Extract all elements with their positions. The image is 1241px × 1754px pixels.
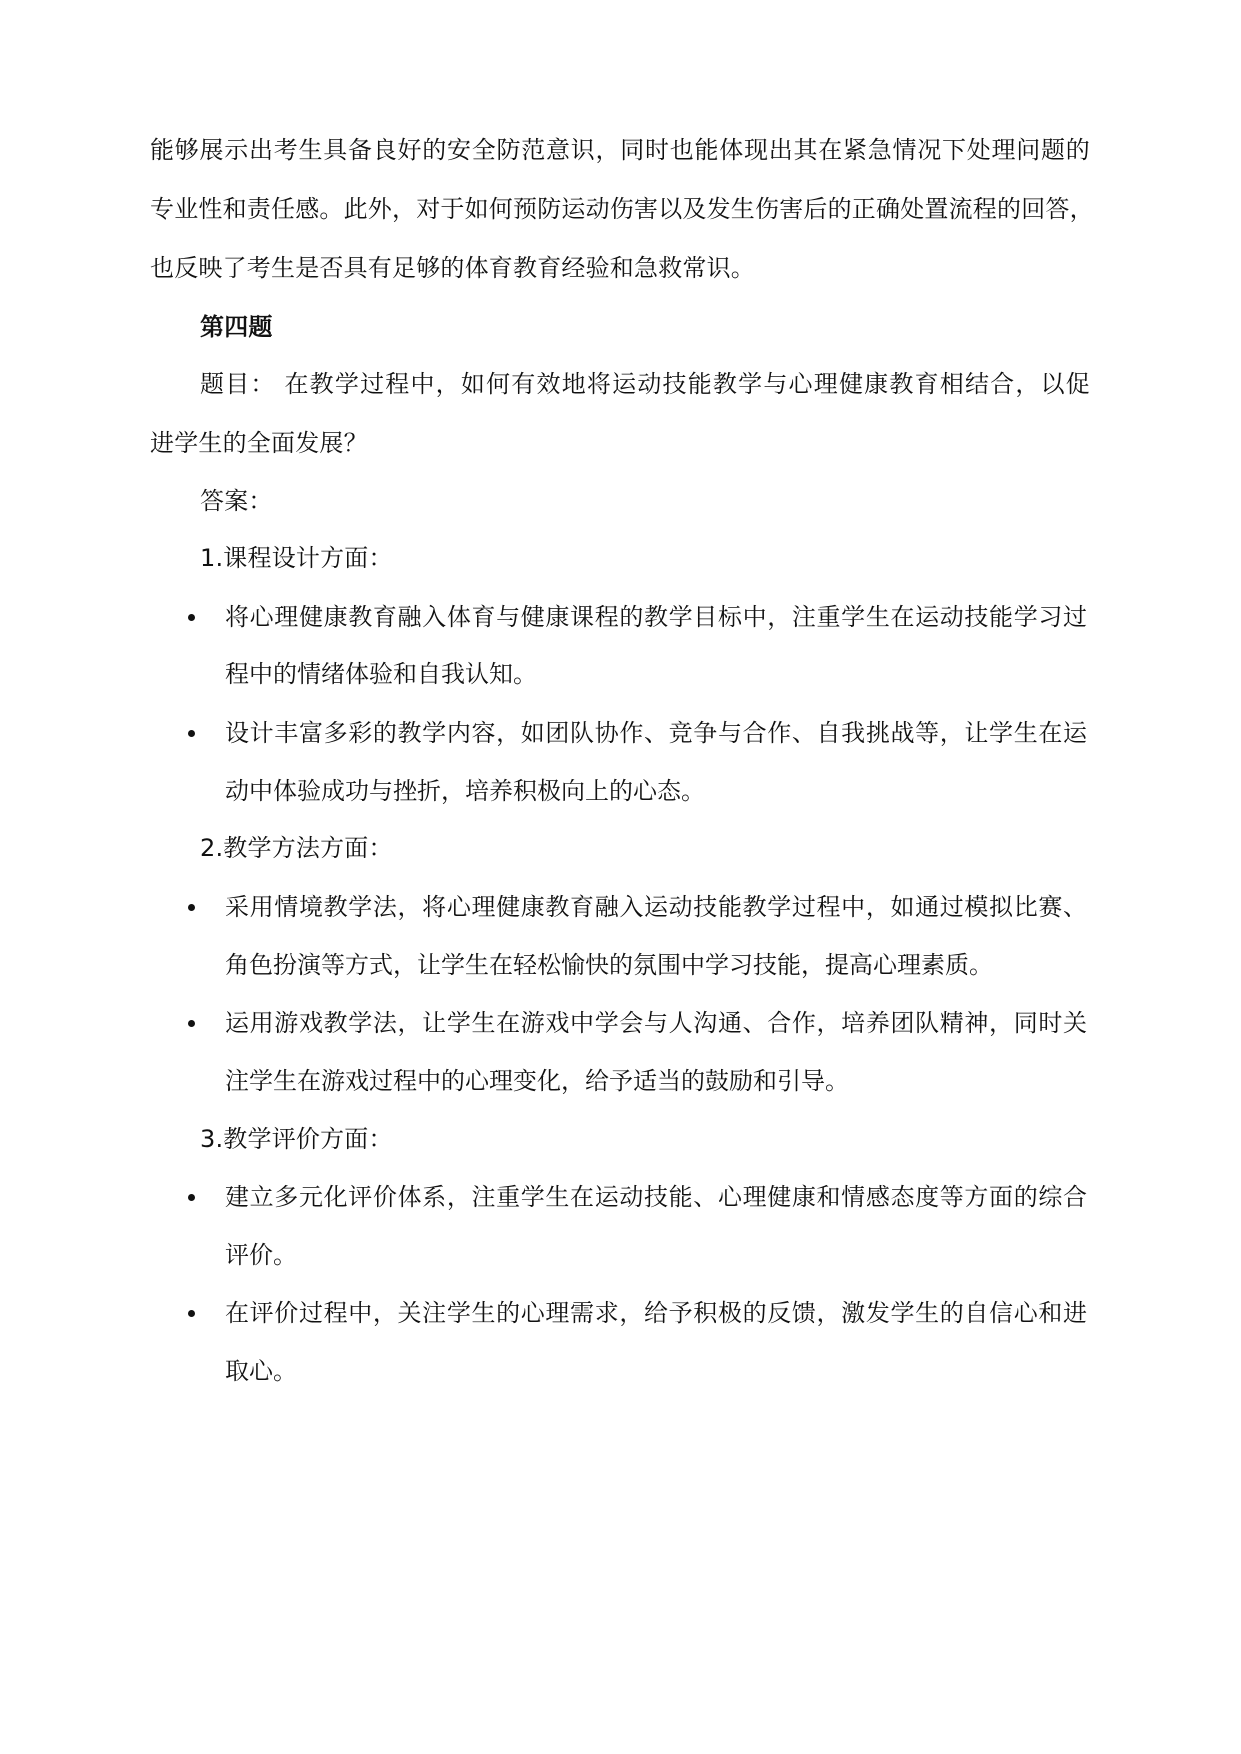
answer-label: 答案： (200, 487, 273, 515)
bullet-3-1-line-1: 建立多元化评价体系，注重学生在运动技能、心理健康和情感态度等方面的综合 (225, 1183, 1087, 1211)
bullet-2-1-line-1: 采用情境教学法，将心理健康教育融入运动技能教学过程中，如通过模拟比赛、 (225, 893, 1087, 921)
bullet-1-1-line-1: 将心理健康教育融入体育与健康课程的教学目标中，注重学生在运动技能学习过 (225, 603, 1087, 631)
bullet-2-2-line-2: 注学生在游戏过程中的心理变化，给予适当的鼓励和引导。 (225, 1067, 849, 1095)
bullet-1-2-line-2: 动中体验成功与挫折，培养积极向上的心态。 (225, 777, 705, 805)
item-2-title: 2.教学方法方面： (200, 834, 393, 862)
bullet-dot (188, 730, 195, 737)
bullet-dot (188, 904, 195, 911)
bullet-dot (188, 614, 195, 621)
intro-line-1: 能够展示出考生具备良好的安全防范意识，同时也能体现出其在紧急情况下处理问题的 (150, 136, 1090, 164)
item-1-title: 1.课程设计方面： (200, 544, 393, 572)
bullet-3-1-line-2: 评价。 (225, 1241, 297, 1269)
intro-line-3: 也反映了考生是否具有足够的体育教育经验和急救常识。 (150, 254, 755, 282)
bullet-dot (188, 1020, 195, 1027)
intro-line-2: 专业性和责任感。此外，对于如何预防运动伤害以及发生伤害后的正确处置流程的回答， (150, 195, 1094, 223)
bullet-3-2-line-2: 取心。 (225, 1357, 297, 1385)
section-heading: 第四题 (200, 313, 273, 341)
bullet-2-1-line-2: 角色扮演等方式，让学生在轻松愉快的氛围中学习技能，提高心理素质。 (225, 951, 993, 979)
bullet-dot (188, 1194, 195, 1201)
item-3-title: 3.教学评价方面： (200, 1125, 393, 1153)
bullet-2-2-line-1: 运用游戏教学法，让学生在游戏中学会与人沟通、合作，培养团队精神，同时关 (225, 1009, 1087, 1037)
bullet-dot (188, 1310, 195, 1317)
bullet-3-2-line-1: 在评价过程中，关注学生的心理需求，给予积极的反馈，激发学生的自信心和进 (225, 1299, 1087, 1327)
question-line-1: 题目： 在教学过程中，如何有效地将运动技能教学与心理健康教育相结合，以促 (200, 370, 1090, 398)
bullet-1-2-line-1: 设计丰富多彩的教学内容，如团队协作、竞争与合作、自我挑战等，让学生在运 (225, 719, 1087, 747)
question-line-2: 进学生的全面发展？ (150, 429, 368, 457)
bullet-1-1-line-2: 程中的情绪体验和自我认知。 (225, 660, 537, 688)
